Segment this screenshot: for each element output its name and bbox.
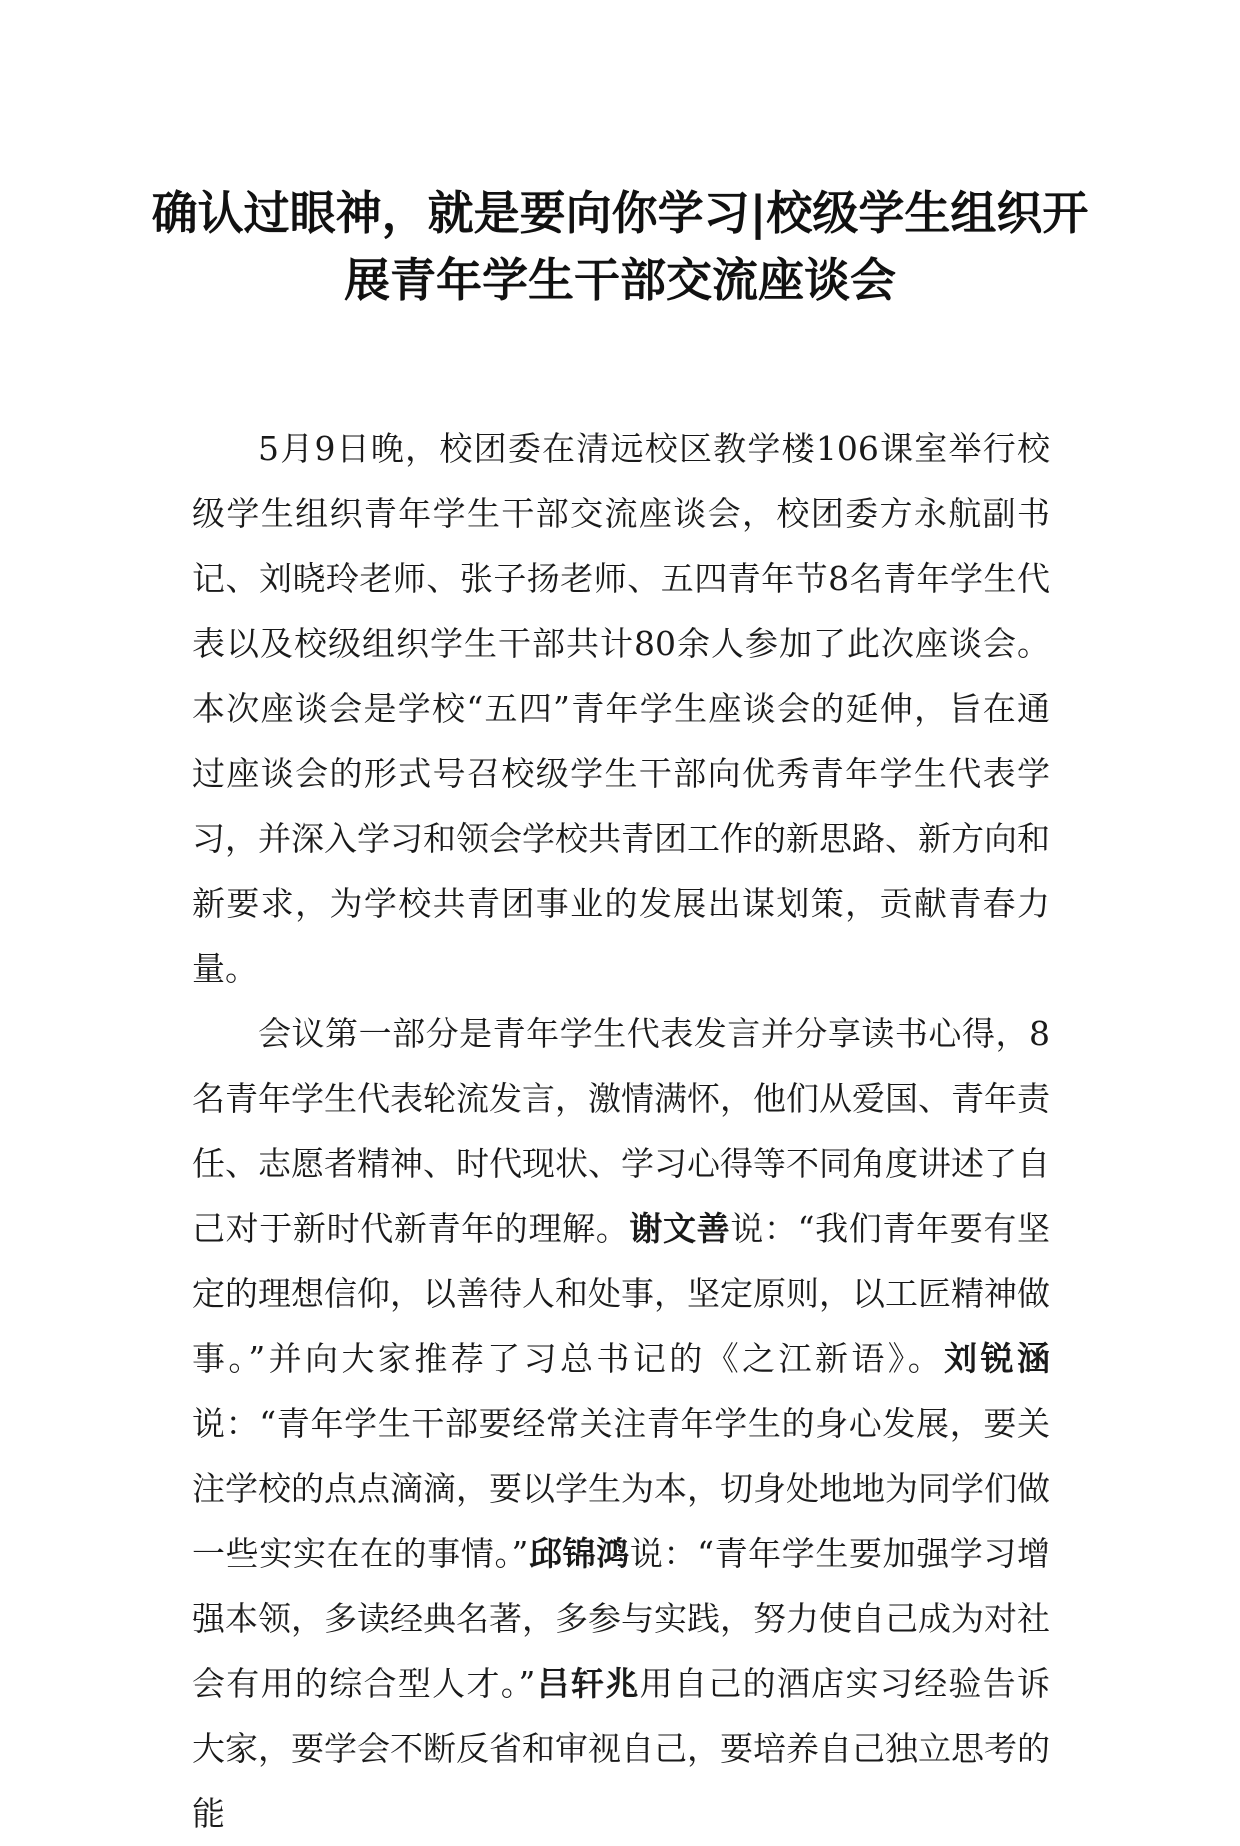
- document-body: [192, 416, 1050, 1846]
- document-title: 确认过眼神，就是要向你学习|校级学生组织开展青年学生干部交流座谈会: [151, 186, 1089, 307]
- paragraph-text: 说：“青年学生干部要经常关注青年学生的身心发展，要关注学校的点点滴滴，要以学生为本，切身处地地为同学们做一些实实在在的事情。”: [192, 1404, 1050, 1573]
- paragraph-text: 说：“我们青年要有坚定的理想信仰，以善待人和处事，坚定原则，以工匠精神做事。”并向大家推荐了习总书记的《之江新语》。: [192, 1209, 1051, 1378]
- paragraph-text: 5月9日晚，校团委在清远校区教学楼106课室举行校级学生组织青年学生干部交流座谈会，校团委方永航副书记、刘晓玲老师、张子扬老师、五四青年节8名青年学生代表以及校级组织学生干部共计80余人参加了此次座谈会。本次座谈会是学校“五四”青年学生座谈会的延伸，旨在通过座谈会的形式号召校级学生干部向优秀青年学生代表学习，并深入学习和领会学校共青团工作的新思路、新方向和新要求，为学校共青团事业的发展出谋划策，贡献青春力量。: [192, 429, 1050, 988]
- speaker-name-xie-wenshan: 谢文善: [629, 1209, 731, 1248]
- paragraph-1: [192, 416, 1050, 1001]
- paragraph-text: 用自己的酒店实习经验告诉大家，要学会不断反省和审视自己，要培养自己独立思考的能: [192, 1664, 1051, 1833]
- paragraph-2: [192, 1001, 1050, 1846]
- speaker-name-liu-ruihan: 刘锐涵: [944, 1339, 1050, 1378]
- speaker-name-lv-xuanzhao: 吕轩兆: [535, 1664, 640, 1703]
- paragraph-text: 会议第一部分是青年学生代表发言并分享读书心得，8名青年学生代表轮流发言，激情满怀，他们从爱国、青年责任、志愿者精神、时代现状、学习心得等不同角度讲述了自己对于新时代新青年的理解。: [192, 1014, 1050, 1248]
- speaker-name-qiu-jinhong: 邱锦鸿: [528, 1534, 630, 1573]
- paragraph-text: 说：“青年学生要加强学习增强本领，多读经典名著，多参与实践，努力使自己成为对社会有用的综合型人才。”: [192, 1534, 1051, 1703]
